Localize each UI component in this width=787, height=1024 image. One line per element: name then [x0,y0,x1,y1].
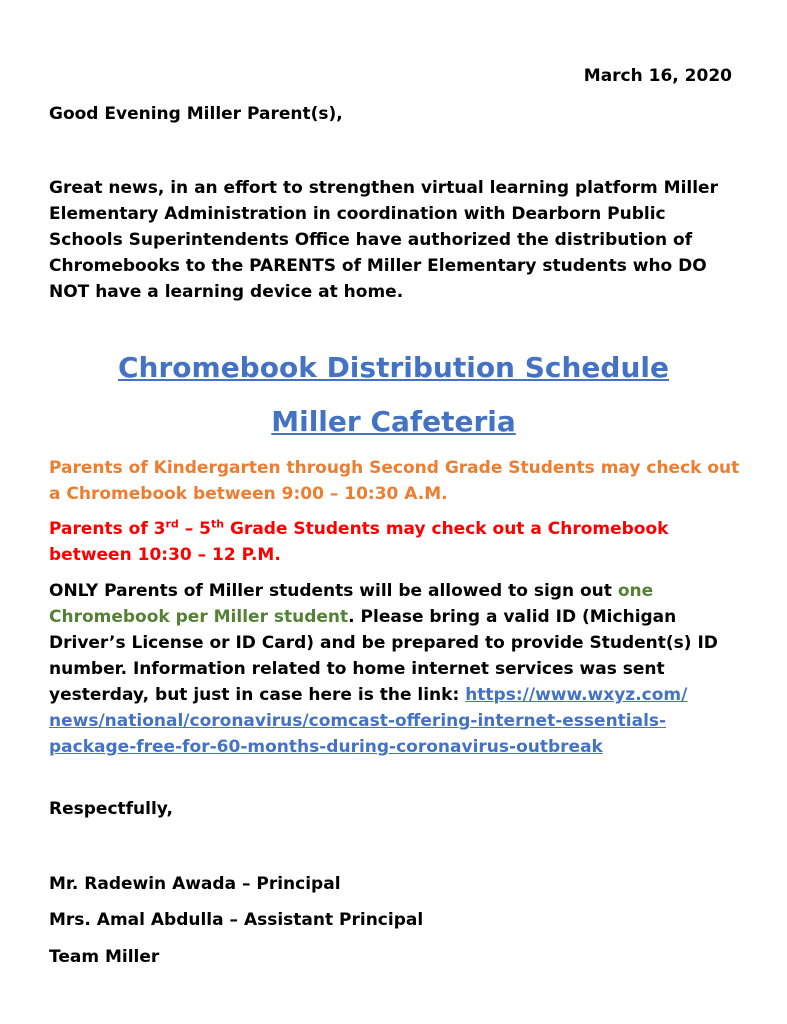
policy-highlight: one Chromebook per Miller student [49,581,654,627]
internet-info-link[interactable]: https://www.wxyz.com/news/national/coronavirus/comcast-offering-internet-essentials-package-free-for-60-months-during-coronavirus-outbreak [49,685,688,757]
policy-text-2: . Please bring a valid ID (Michigan Driver’s License or ID Card) and be prepared to provide Student(s) ID number. Information related to home internet services was sent yesterday, but just in case here is the link: [49,607,718,705]
letter-date: March 16, 2020 [583,66,732,86]
signature-principal: Mr. Radewin Awada – Principal [49,874,341,894]
schedule-heading: Chromebook Distribution Schedule [117,351,669,384]
upper-notice-sup-th: th [210,517,225,531]
upper-notice-prefix: Parents of 3 [49,519,166,539]
upper-notice-sup-rd: rd [165,517,179,531]
location-heading: Miller Cafeteria [271,405,516,438]
signature-assistant-principal: Mrs. Amal Abdulla – Assistant Principal [49,910,424,930]
upper-grade-notice [49,516,741,568]
signature-team: Team Miller [49,947,160,967]
policy-paragraph [49,578,741,760]
greeting: Good Evening Miller Parent(s), [49,104,343,124]
intro-paragraph: Great news, in an effort to strengthen virtual learning platform Miller Elementary Administration in coordination with Dearborn Public Schools Superintendents Office have authorized the distribution of Chromebooks to the PARENTS of Miller Elementary students who DO NOT have a learning device at home. [49,178,718,302]
upper-notice-mid: – 5 [178,519,211,539]
closing: Respectfully, [49,799,174,819]
policy-text-1: ONLY Parents of Miller students will be allowed to sign out [49,581,618,601]
kindergarten-notice: Parents of Kindergarten through Second Grade Students may check out a Chromebook between 9:00 – 10:30 A.M. [49,458,740,504]
upper-notice-suffix: Grade Students may check out a Chromebook between 10:30 – 12 P.M. [49,519,669,565]
